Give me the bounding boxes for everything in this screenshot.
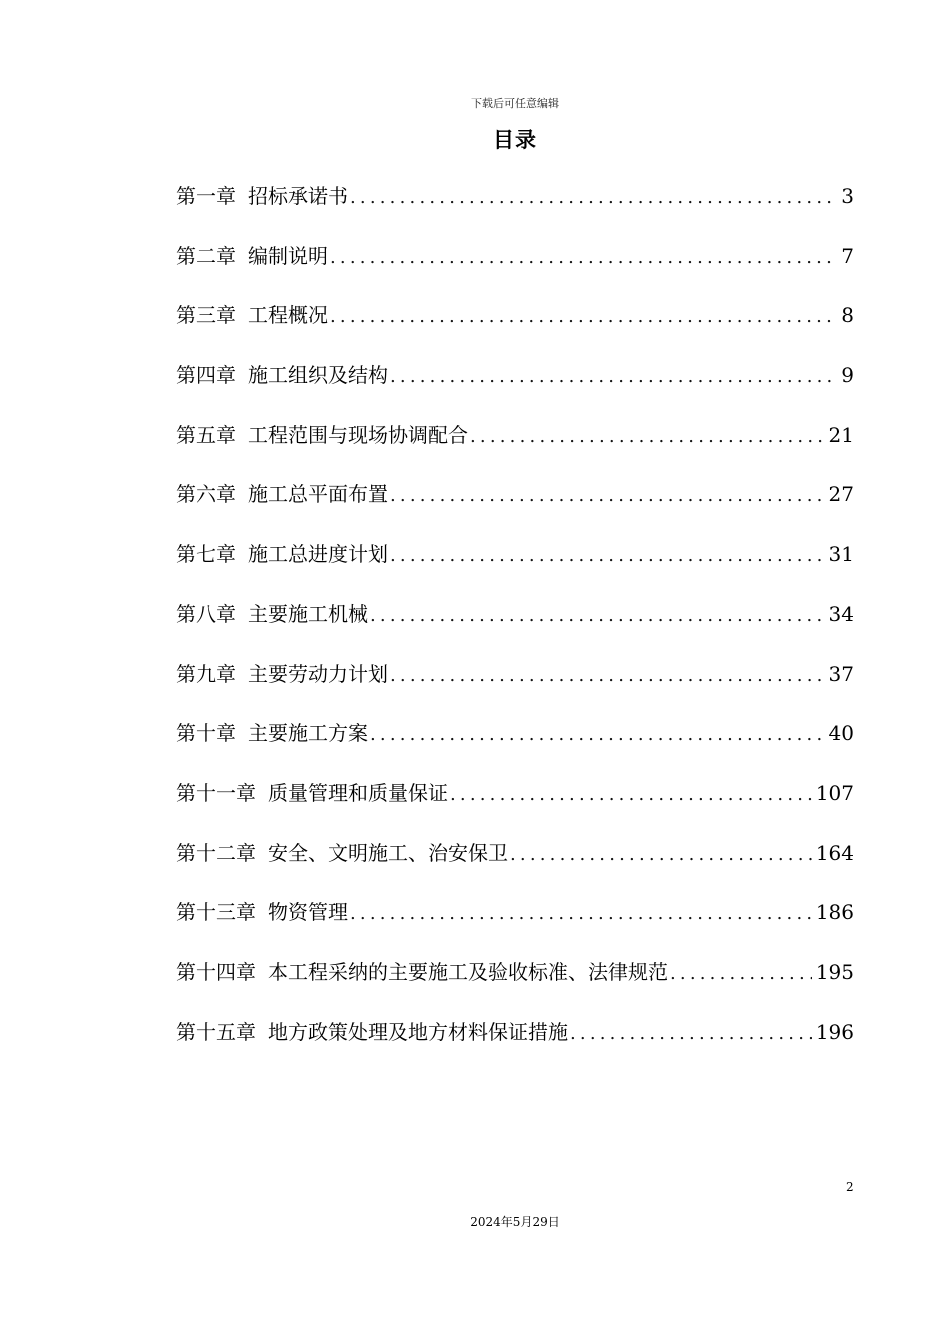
toc-page-number: 31 xyxy=(828,542,854,567)
toc-chapter-label: 第十一章 xyxy=(176,780,256,805)
page-number: 2 xyxy=(846,1180,854,1194)
toc-chapter-label: 第三章 xyxy=(176,303,236,328)
toc-chapter-label: 第十四章 xyxy=(176,959,256,984)
toc-chapter-label: 第十三章 xyxy=(176,900,256,925)
toc-entry[interactable] xyxy=(176,419,854,479)
toc-entry[interactable] xyxy=(176,896,854,956)
toc-leader-dots xyxy=(330,306,837,327)
toc-entry-title: 质量管理和质量保证 xyxy=(268,780,448,805)
toc-entry-title: 施工总进度计划 xyxy=(248,542,388,567)
toc-chapter-label: 第九章 xyxy=(176,661,236,686)
toc-entry[interactable] xyxy=(176,359,854,419)
toc-entry[interactable] xyxy=(176,478,854,538)
toc-entry-title: 工程概况 xyxy=(248,303,328,328)
toc-entry[interactable] xyxy=(176,717,854,777)
toc-chapter-label: 第一章 xyxy=(176,184,236,208)
toc-entry-title: 物资管理 xyxy=(268,900,348,925)
toc-entry-title: 施工总平面布置 xyxy=(248,482,388,507)
toc-leader-dots xyxy=(330,247,837,268)
toc-entry-title: 招标承诺书 xyxy=(248,184,348,208)
toc-page-number: 34 xyxy=(828,601,854,626)
toc-page-number: 27 xyxy=(828,482,854,507)
toc-chapter-label: 第四章 xyxy=(176,363,236,388)
toc-entry-title: 主要施工方案 xyxy=(248,721,368,746)
toc-leader-dots xyxy=(370,724,825,745)
toc-entry[interactable] xyxy=(176,299,854,359)
toc-leader-dots xyxy=(470,426,825,447)
toc-entry[interactable] xyxy=(176,538,854,598)
toc-leader-dots xyxy=(390,366,837,387)
toc-leader-dots xyxy=(570,1023,812,1044)
toc-entry[interactable] xyxy=(176,180,854,240)
toc-entry-title: 施工组织及结构 xyxy=(248,363,388,388)
toc-page-number: 107 xyxy=(815,780,854,805)
toc-page-number: 164 xyxy=(815,840,854,865)
toc-page-number: 196 xyxy=(815,1019,854,1044)
toc-leader-dots xyxy=(670,963,812,984)
toc-chapter-label: 第八章 xyxy=(176,601,236,626)
toc-page-number: 7 xyxy=(841,243,854,268)
toc-entry[interactable] xyxy=(176,658,854,718)
header-note: 下载后可任意编辑 xyxy=(471,97,559,110)
toc-chapter-label: 第十章 xyxy=(176,721,236,746)
toc-title: 目录 xyxy=(493,127,537,152)
toc-entry-title: 主要施工机械 xyxy=(248,601,368,626)
toc-entry[interactable] xyxy=(176,777,854,837)
toc-entry[interactable] xyxy=(176,240,854,300)
toc-page-number: 195 xyxy=(815,959,854,984)
toc-page-number: 3 xyxy=(841,184,854,208)
toc-page-number: 21 xyxy=(828,422,854,447)
toc-entry[interactable] xyxy=(176,837,854,897)
toc-page-number: 40 xyxy=(828,721,854,746)
toc-entry-title: 编制说明 xyxy=(248,243,328,268)
toc-leader-dots xyxy=(390,665,825,686)
footer-date: 2024年5月29日 xyxy=(470,1215,560,1229)
toc-entry-title: 主要劳动力计划 xyxy=(248,661,388,686)
toc-page-number: 9 xyxy=(841,363,854,388)
table-of-contents xyxy=(176,180,854,1075)
toc-chapter-label: 第十五章 xyxy=(176,1019,256,1044)
toc-entry[interactable] xyxy=(176,956,854,1016)
toc-leader-dots xyxy=(350,903,812,924)
toc-chapter-label: 第十二章 xyxy=(176,840,256,865)
toc-leader-dots xyxy=(450,784,812,805)
toc-leader-dots xyxy=(390,485,825,506)
toc-entry-title: 工程范围与现场协调配合 xyxy=(248,422,468,447)
toc-chapter-label: 第二章 xyxy=(176,243,236,268)
toc-entry[interactable] xyxy=(176,1016,854,1076)
toc-leader-dots xyxy=(350,187,837,208)
toc-entry-title: 地方政策处理及地方材料保证措施 xyxy=(268,1019,568,1044)
toc-page-number: 37 xyxy=(828,661,854,686)
toc-leader-dots xyxy=(370,605,825,626)
toc-chapter-label: 第七章 xyxy=(176,542,236,567)
toc-entry-title: 安全、文明施工、治安保卫 xyxy=(268,840,508,865)
toc-entry[interactable] xyxy=(176,598,854,658)
toc-entry-title: 本工程采纳的主要施工及验收标准、法律规范 xyxy=(268,959,668,984)
toc-chapter-label: 第五章 xyxy=(176,422,236,447)
toc-chapter-label: 第六章 xyxy=(176,482,236,507)
toc-page-number: 8 xyxy=(841,303,854,328)
toc-page-number: 186 xyxy=(815,900,854,925)
toc-leader-dots xyxy=(510,844,812,865)
toc-leader-dots xyxy=(390,545,825,566)
